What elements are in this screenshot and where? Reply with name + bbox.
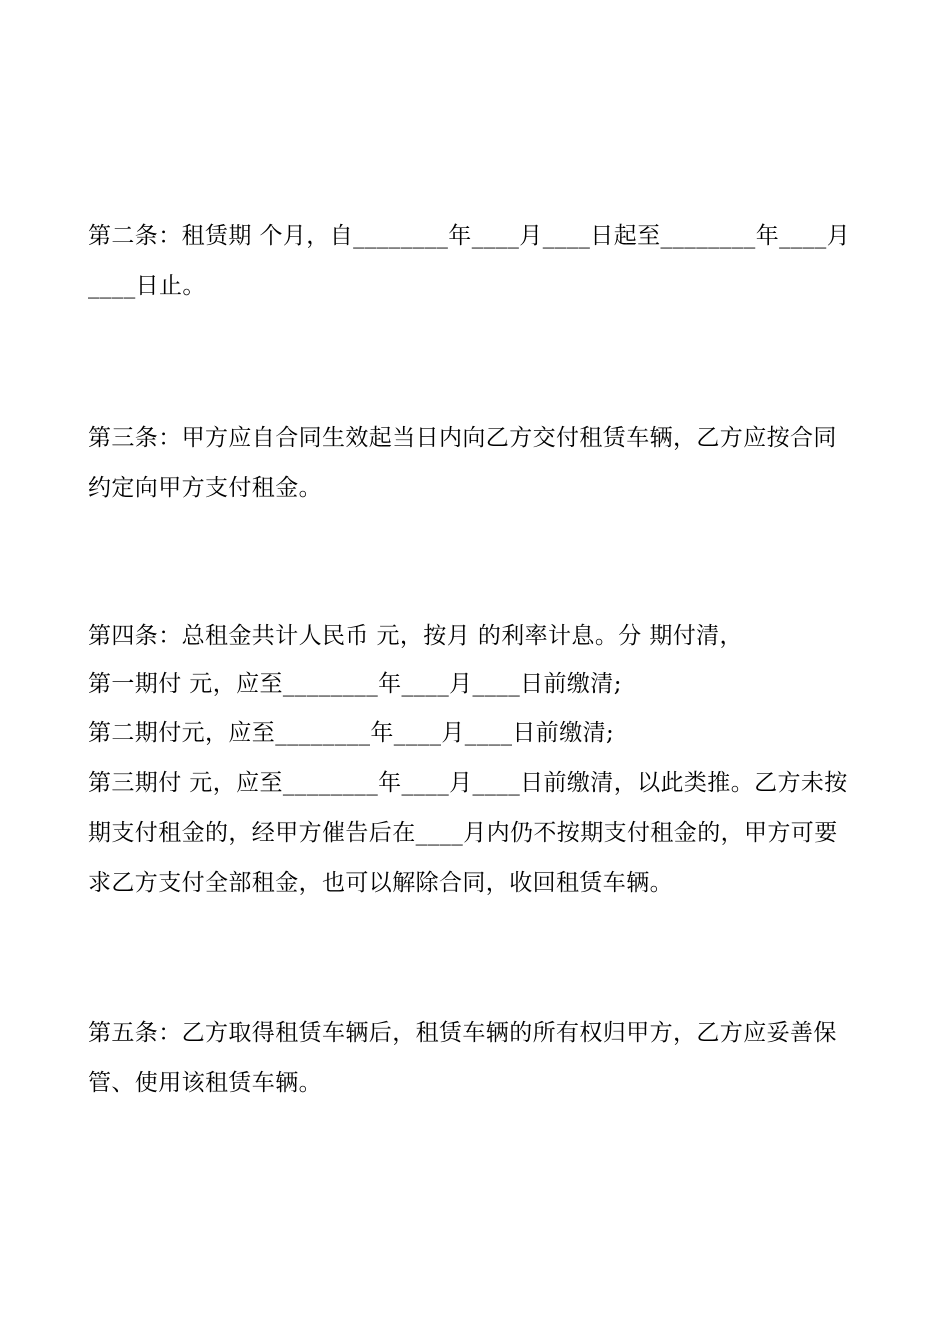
article-3-line-2: 约定向甲方支付租金。 [88,475,322,501]
article-5-line-1: 第五条：乙方取得租赁车辆后，租赁车辆的所有权归甲方，乙方应妥善保 [88,1020,837,1046]
article-4-line-5: 期支付租金的，经甲方催告后在____月内仍不按期支付租金的，甲方可要 [88,820,838,846]
article-3-line-1: 第三条：甲方应自合同生效起当日内向乙方交付租赁车辆，乙方应按合同 [88,425,837,451]
article-4-line-3: 第二期付元，应至________年____月____日前缴清; [88,720,615,746]
article-4-line-2: 第一期付 元，应至________年____月____日前缴清; [88,671,622,697]
article-2-line-2: ____日止。 [88,273,206,299]
article-4-line-6: 求乙方支付全部租金，也可以解除合同，收回租赁车辆。 [88,870,673,896]
article-5-line-2: 管、使用该租赁车辆。 [88,1070,322,1096]
article-2-line-1: 第二条：租赁期 个月，自________年____月____日起至________年____月 [88,223,851,249]
article-4-line-4: 第三期付 元，应至________年____月____日前缴清，以此类推。乙方未按 [88,770,848,796]
article-4-line-1: 第四条：总租金共计人民币 元，按月 的利率计息。分 期付清， [88,623,743,649]
